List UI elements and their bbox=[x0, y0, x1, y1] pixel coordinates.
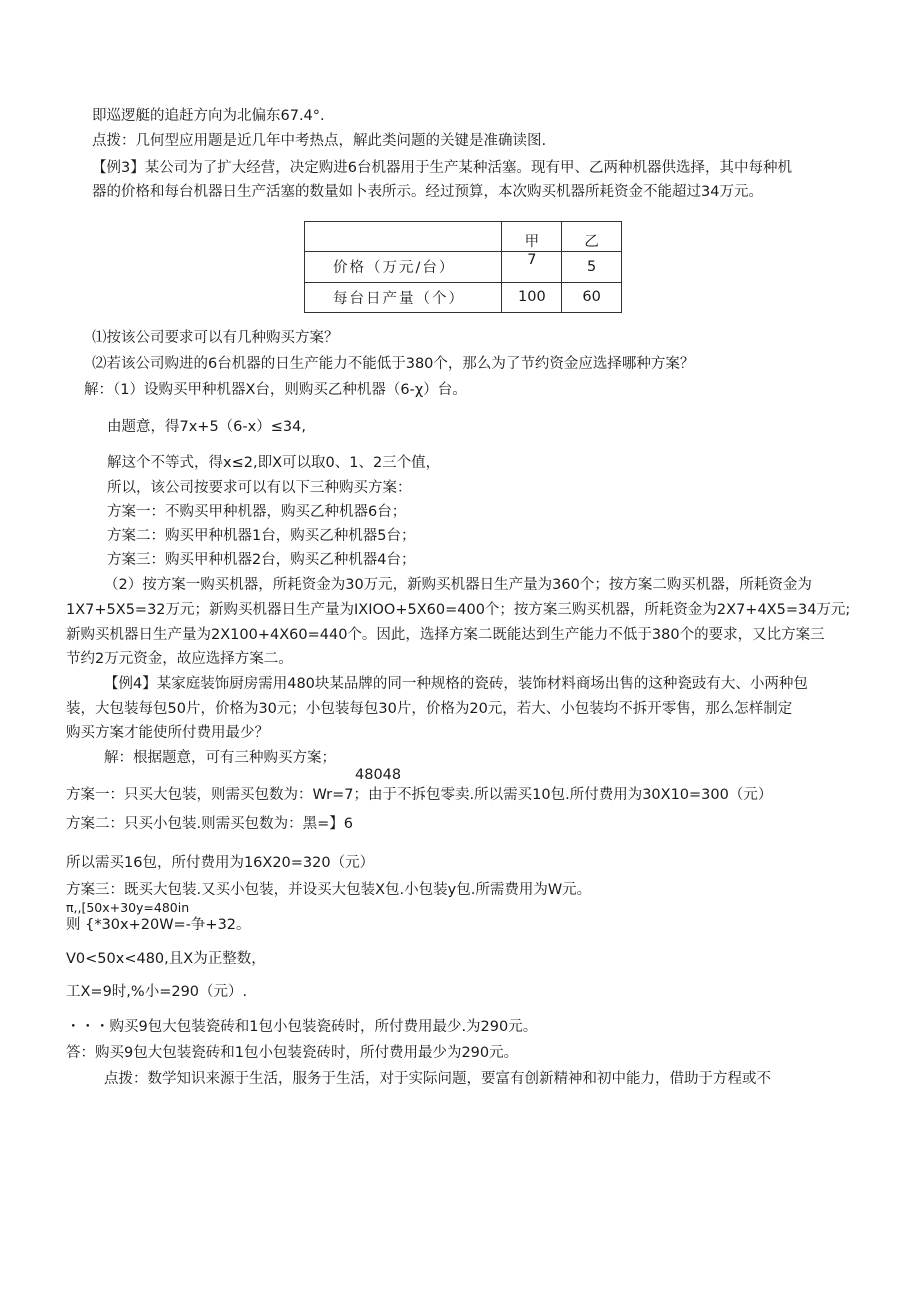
table-row-label: 每台日产量（个） bbox=[305, 282, 502, 312]
question-2: ⑵若该公司购进的6台机器的日生产能力不能低于380个，那么为了节约资金应选择哪种方案？ bbox=[92, 356, 695, 372]
solution-line: （2）按方案一购买机器，所耗资金为30万元，新购买机器日生产量为360个；按方案二购买机器，所耗资金为 bbox=[104, 577, 812, 593]
text-line: 点拨：数学知识来源于生活，服务于生活，对于实际问题，要富有创新精神和初中能力，借助于方程或不 bbox=[104, 1071, 771, 1087]
text-line: 购买方案才能使所付费用最少？ bbox=[66, 725, 269, 741]
solution-line: 解这个不等式，得x≤2,即X可以取0、1、2三个值， bbox=[107, 455, 441, 471]
table-row-label: 价格（万元/台） bbox=[305, 252, 502, 282]
plan-line: 方案二：只买小包装.则需买包数为：黑=】6 bbox=[66, 816, 353, 832]
solution-line: 1X7+5X5=32万元；新购买机器日生产量为IXIOO+5X60=400个；按方案三购买机器，所耗资金为2X7+4X5=34万元; bbox=[66, 602, 851, 618]
example-3-heading: 【例3】某公司为了扩大经营，决定购进6台机器用于生产某种活塞。现有甲、乙两种机器供选择，其中每种机 bbox=[92, 160, 792, 176]
text-line: 工X=9时,%小=290（元）. bbox=[66, 984, 248, 1000]
example-4-heading: 【例4】某家庭装饰厨房需用480块某品牌的同一种规格的瓷砖，装饰材料商场出售的这种瓷豉有大、小两种包 bbox=[104, 676, 808, 692]
table-cell: 100 bbox=[502, 282, 562, 312]
solution-line: 解：根据题意，可有三种购买方案； bbox=[104, 750, 336, 766]
table-row bbox=[305, 282, 622, 312]
equation-system-line: 则 {*30x+20W=-争+32。 bbox=[66, 917, 251, 933]
solution-line: 所以，该公司按要求可以有以下三种购买方案： bbox=[107, 480, 412, 496]
text-line: V0<50x<480,且X为正整数， bbox=[66, 951, 266, 967]
fraction-fragment: 48048 bbox=[355, 767, 402, 783]
text-line: 即巡逻艇的追赶方向为北偏东67.4°. bbox=[92, 108, 325, 124]
table-header-b: 乙 bbox=[562, 222, 622, 252]
table-row bbox=[305, 222, 622, 252]
machine-spec-table bbox=[304, 221, 622, 313]
answer-line: 答：购买9包大包装瓷砖和1包小包装瓷砖时，所付费用最少为290元。 bbox=[66, 1045, 519, 1061]
table-cell bbox=[305, 222, 502, 252]
question-1: ⑴按该公司要求可以有几种购买方案？ bbox=[92, 330, 339, 346]
solution-line: 解：（1）设购买甲种机器X台，则购买乙种机器（6-χ）台。 bbox=[84, 382, 467, 398]
text-line: 所以需买16包，所付费用为16X20=320（元） bbox=[66, 855, 375, 871]
table-cell: 5 bbox=[562, 252, 622, 282]
plan-line: 方案二：购买甲种机器1台，购买乙种机器5台； bbox=[107, 528, 416, 544]
text-line: 点拨：几何型应用题是近几年中考热点，解此类问题的关键是准确读图. bbox=[92, 133, 547, 149]
solution-line: 新购买机器日生产量为2X100+4X60=440个。因此，选择方案二既能达到生产能力不低于380个的要求，又比方案三 bbox=[66, 627, 825, 643]
text-line: 器的价格和每台机器日生产活塞的数量如卜表所示。经过预算，本次购买机器所耗资金不能超过34万元。 bbox=[92, 184, 763, 200]
text-line: 装，大包装每包50片，价格为30元；小包装每包30片，价格为20元，若大、小包装均不拆开零售，那么怎样制定 bbox=[66, 701, 793, 717]
plan-line: 方案三：购买甲种机器2台，购买乙种机器4台； bbox=[107, 552, 416, 568]
table-header-a: 甲 bbox=[502, 222, 562, 252]
table-cell: 7 bbox=[502, 252, 562, 282]
table-cell: 60 bbox=[562, 282, 622, 312]
solution-line: 节约2万元资金，故应选择方案二。 bbox=[66, 651, 293, 667]
conclusion-line: ・・・购买9包大包装瓷砖和1包小包装瓷砖时，所付费用最少.为290元。 bbox=[66, 1019, 538, 1035]
plan-line: 方案三：既买大包装.又买小包装，并设买大包装X包.小包装y包.所需费用为W元。 bbox=[66, 882, 592, 898]
plan-line: 方案一：只买大包装，则需买包数为：Wr=7；由于不拆包零卖.所以需买10包.所付费用为30X10=300（元） bbox=[66, 787, 773, 803]
table-row bbox=[305, 252, 622, 282]
solution-line: 由题意，得7x+5（6-x）≤34, bbox=[107, 419, 306, 435]
plan-line: 方案一：不购买甲种机器，购买乙种机器6台； bbox=[107, 504, 407, 520]
equation-system-line: π,,[50x+30y=480in bbox=[66, 900, 190, 915]
